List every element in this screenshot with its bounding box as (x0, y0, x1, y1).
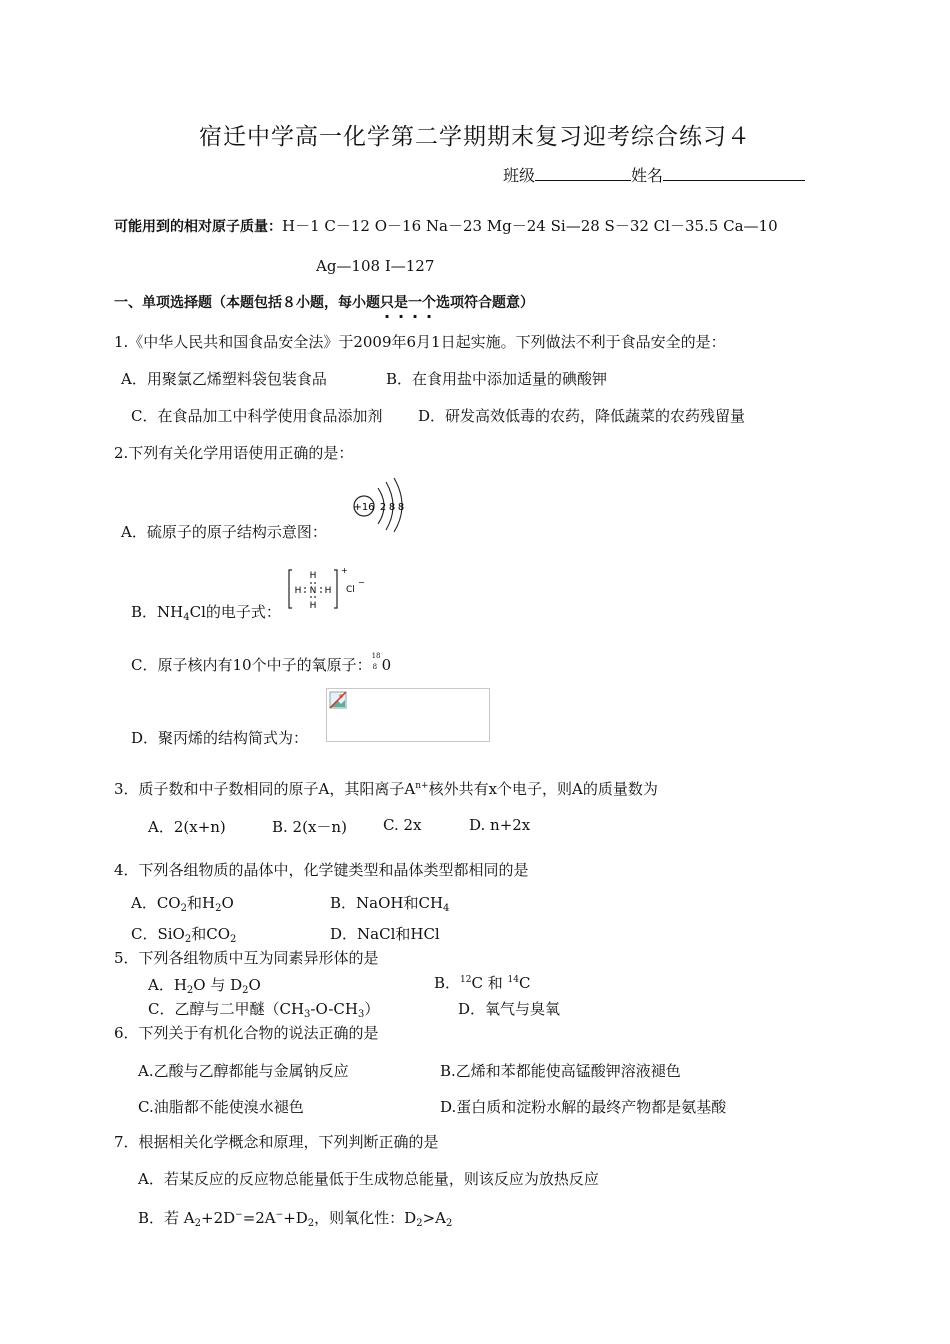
nh4cl-electron-formula (286, 564, 368, 616)
q5-c-3: ） (364, 1000, 380, 1018)
q5-option-b (434, 972, 530, 993)
q5-a-3: O (248, 976, 261, 994)
q7-b-sub-3: 2 (416, 1218, 423, 1229)
q5-b-2: C 和 (471, 974, 508, 992)
broken-image-icon (329, 691, 349, 711)
q6-stem: 6．下列关于有机化合物的说法正确的是 (114, 1024, 379, 1042)
name-label: 姓名 (631, 166, 664, 185)
h-bottom: H (309, 601, 317, 611)
shell-count-1: 2 (379, 502, 387, 513)
class-blank (535, 165, 631, 181)
class-name-line (503, 163, 805, 186)
q2-option-b (131, 601, 281, 622)
q3-stem-a: 3．质子数和中子数相同的原子A，其阳离子A (114, 780, 416, 798)
n-center: N (309, 586, 317, 596)
q4-b-sub: 4 (443, 903, 450, 914)
q7-option-b (138, 1207, 452, 1228)
q6-option-d: D.蛋白质和淀粉水解的最终产物都是氨基酸 (440, 1098, 727, 1116)
q6-option-c: C.油脂都不能使溴水褪色 (138, 1098, 304, 1116)
section-heading-tail: 选项符合题意） (436, 295, 534, 311)
q4-option-c (131, 923, 236, 944)
h-left: H (294, 586, 302, 596)
q5-c-2: -O-CH (310, 1000, 358, 1018)
isotope-atomic-number: 8 (372, 663, 378, 671)
q2-c-text: C．原子核内有10个中子的氧原子： (131, 656, 372, 674)
section-heading-text: 一、单项选择题（本题包括８小题，每小题 (114, 295, 380, 311)
q5-a-2: O 与 D (193, 976, 243, 994)
q7-b-sub-2: 2 (307, 1218, 315, 1229)
h-right: H (324, 586, 332, 596)
q5-a-sub-1: 2 (186, 985, 194, 996)
q6-option-b: B.乙烯和苯都能使高锰酸钾溶液褪色 (440, 1062, 681, 1080)
q2-option-a: A．硫原子的原子结构示意图： (121, 523, 327, 541)
q5-c-sub-2: 3 (357, 1009, 365, 1020)
h-top: H (309, 571, 317, 581)
q4-a-2: 和H (186, 894, 216, 912)
q4-b-1: B．NaOH和CH (330, 894, 444, 912)
q3-option-a: A．2(x+n) (148, 818, 226, 836)
polypropylene-structure-image (326, 688, 490, 742)
q3-stem-b: 核外共有x个电子，则A的质量数为 (428, 780, 658, 798)
q3-option-d: D. n+2x (469, 816, 531, 834)
section-heading (114, 292, 534, 312)
q5-c-sub-1: 3 (304, 1009, 311, 1020)
shell-count-2: 8 (388, 502, 396, 513)
q5-c-1: C．乙醇与二甲醚（CH (148, 1000, 305, 1018)
shell-count-3: 8 (397, 502, 405, 513)
q2-b-prefix: B．NH (131, 603, 184, 621)
q5-option-d: D．氧气与臭氧 (458, 1000, 561, 1018)
q4-option-d: D．NaCl和HCl (330, 925, 440, 943)
q4-a-1: A．CO (131, 894, 181, 912)
chloride-symbol: Cl (346, 585, 355, 595)
q7-option-a: A．若某反应的反应物总能量低于生成物总能量，则该反应为放热反应 (138, 1170, 599, 1188)
q7-b-sup-1: − (235, 1210, 243, 1220)
q4-option-b (330, 892, 449, 913)
q1-option-c: C．在食品加工中科学使用食品添加剂 (131, 407, 383, 425)
isotope-notation (371, 652, 382, 671)
q5-b-sup-2: 14 (507, 975, 519, 985)
q1-option-d: D．研发高效低毒的农药，降低蔬菜的农药残留量 (418, 407, 746, 425)
q5-option-c (148, 998, 379, 1019)
q5-a-sub-2: 2 (242, 985, 249, 996)
q5-b-1: B． (434, 974, 461, 992)
q2-option-d: D．聚丙烯的结构简式为： (131, 729, 309, 747)
q3-option-b: B. 2(x－n) (272, 818, 347, 836)
q4-a-sub-2: 2 (215, 903, 222, 914)
q1-option-a: A．用聚氯乙烯塑料袋包装食品 (121, 370, 327, 388)
q7-b-1: B．若 A (138, 1209, 195, 1227)
atomic-mass-label: 可能用到的相对原子质量： (114, 219, 282, 235)
q7-b-4: +D (283, 1209, 308, 1227)
q4-option-a (131, 892, 234, 913)
right-bracket (334, 570, 337, 608)
q4-c-sub-2: 2 (230, 934, 237, 945)
q5-a-1: A．H (148, 976, 187, 994)
atomic-mass-values: H－1 C－12 O－16 Na－23 Mg－24 Si—28 S－32 Cl－35.5 Ca—10 (282, 217, 778, 235)
q5-option-a (148, 974, 261, 995)
section-heading-emphasis: 只是一个 (380, 295, 436, 311)
name-blank (663, 165, 805, 181)
q2-option-c (131, 654, 391, 675)
left-bracket (289, 570, 292, 608)
q3-option-c: C. 2x (383, 816, 422, 834)
q6-option-a: A.乙酸与乙醇都能与金属钠反应 (138, 1062, 349, 1080)
isotope-mass: 18 (371, 652, 381, 660)
q7-stem: 7．根据相关化学概念和原理，下列判断正确的是 (114, 1133, 439, 1151)
chloride-charge: − (358, 578, 365, 587)
page-title: 宿迁中学高一化学第二学期期末复习迎考综合练习４ (199, 124, 751, 150)
q2-b-sub: 4 (183, 612, 190, 623)
nucleus-charge: +16 (353, 502, 375, 513)
q7-b-2: +2D (201, 1209, 236, 1227)
q7-b-3: =2A (242, 1209, 276, 1227)
q5-b-sup-1: 12 (460, 975, 472, 985)
q2-b-suffix: Cl的电子式： (189, 603, 281, 621)
sulfur-atom-diagram (350, 472, 414, 534)
q2-stem: 2.下列有关化学用语使用正确的是： (114, 444, 354, 462)
q4-c-2: 和CO (191, 925, 231, 943)
q4-stem: 4．下列各组物质的晶体中，化学键类型和晶体类型都相同的是 (114, 861, 529, 879)
q1-option-b: B．在食用盐中添加适量的碘酸钾 (386, 370, 608, 388)
q7-b-5: ，则氧化性：D (314, 1209, 417, 1227)
q3-stem-sup: n+ (415, 781, 429, 791)
q3-stem (114, 778, 658, 799)
q7-b-6: >A (422, 1209, 446, 1227)
class-label: 班级 (503, 166, 536, 185)
q5-b-3: C (518, 974, 531, 992)
q7-b-sub-1: 2 (194, 1218, 201, 1229)
q4-c-1: C．SiO (131, 925, 185, 943)
q7-b-sup-2: − (275, 1210, 284, 1220)
q5-stem: 5．下列各组物质中互为同素异形体的是 (114, 949, 379, 967)
q4-c-sub-1: 2 (184, 934, 192, 945)
atomic-mass-line (114, 215, 778, 236)
q4-a-3: O (221, 894, 234, 912)
q4-a-sub-1: 2 (180, 903, 187, 914)
q1-stem: 1.《中华人民共和国食品安全法》于2009年6月1日起实施。下列做法不利于食品安全的是： (114, 333, 726, 351)
q7-b-sub-4: 2 (445, 1218, 453, 1229)
atomic-mass-line-2: Ag—108 I—127 (316, 257, 435, 275)
ammonium-charge: + (341, 566, 348, 575)
isotope-symbol: 0 (381, 656, 392, 674)
